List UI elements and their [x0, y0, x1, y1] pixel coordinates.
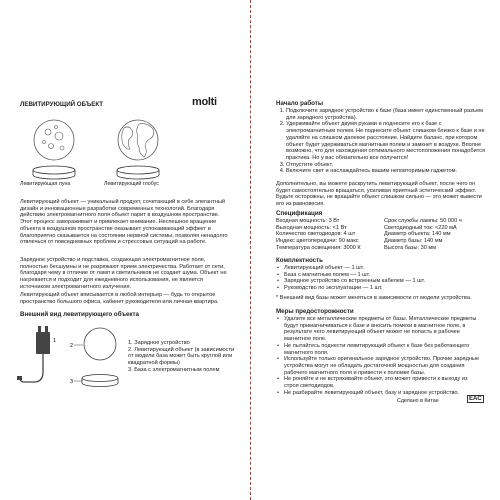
product-title: ЛЕВИТИРУЮЩИЙ ОБЪЕКТ — [20, 101, 104, 108]
spec-item: Температура освещения: 3000 К — [276, 244, 361, 251]
spec-item: Срок службы лампы: 50 000 ч — [384, 218, 462, 224]
spec-item: Количество светодиодов: 4 шт — [276, 231, 356, 238]
appearance-diagram — [14, 320, 140, 400]
spec-table — [276, 218, 491, 252]
safety-item: • Не пытайтесь поднести левитирующий объект к базе без работающего магнитного поля. — [276, 343, 482, 356]
legend-number: 2. — [128, 346, 133, 353]
made-in-label: Сделано в Китае — [397, 398, 439, 404]
legend-item — [128, 367, 240, 374]
legend-number: 3. — [128, 366, 133, 373]
legend-item — [128, 340, 240, 347]
spec-title: Спецификация — [276, 210, 323, 217]
spec-item: Входная мощность: 3 Вт — [276, 218, 340, 224]
legend-text: Левитирующий объект (в зависимости от модели база может быть круглой или квадратной формы) — [128, 346, 235, 367]
spec-item: Высота базы: 30 мм — [384, 244, 437, 251]
spec-item: Диаметр базы: 140 мм — [384, 238, 443, 245]
start-step: 1. Подключите зарядное устройство к базе (база имеет единственный разъем для зарядного устройства). — [286, 108, 492, 121]
moon-caption: Левитирующая луна — [20, 181, 71, 187]
spec-item: Диаметр объекта: 140 мм — [384, 231, 451, 238]
safety-item: • Удалите все металлические предметы от базы. Металлические предметы будут примагничиваться к базе и вносить помехи в магнитное поле, в результате чего левитирующий объект может не попасть в рабочее магнитное поле. — [276, 316, 482, 343]
start-title: Начало работы — [276, 100, 324, 107]
safety-item: • Не разбирайте левитирующий объект, базу и зарядное устройство. — [276, 390, 482, 397]
start-step: 4. Включите свет и наслаждайтесь вашим неповторимым гаджетом. — [286, 168, 492, 175]
moon-illustration — [18, 112, 90, 184]
spec-item: Светодиодный ток: <220 мА — [384, 224, 457, 231]
svg-text:2: 2 — [70, 343, 74, 349]
start-steps — [276, 108, 492, 175]
kit-list — [276, 265, 482, 292]
kit-item: • Зарядное устройство со встроенным кабелем — 1 шт. — [276, 278, 482, 285]
kit-item: • Руководство по эксплуатации — 1 шт. — [276, 285, 482, 292]
kit-note: * Внешний вид базы может меняться в зависимости от модели устройства. — [276, 295, 472, 301]
legend-item — [128, 347, 240, 367]
legend-text: База с электромагнитным полем — [134, 366, 220, 373]
spec-item: Индекс цветопередачи: 90 макс — [276, 238, 359, 245]
interior-paragraph: Левитирующий объект вписывается в любой интерьер — будь то открытое пространство большого офиса, кабинет руководителя или личная квартира. — [20, 292, 219, 305]
appearance-legend — [128, 340, 240, 374]
kit-title: Комплектность — [276, 257, 323, 264]
spec-column-right — [384, 218, 489, 252]
start-step: 3. Отпустите объект. — [286, 162, 492, 169]
safety-list — [276, 316, 482, 396]
brand-logo: molti — [192, 96, 217, 108]
features-paragraph: Зарядное устройство и подставка, создающая электромагнитное поле, полностью бесшумны и не разряжают прием электричества. Работает от сети, благодаря чему в отличие от ламп и светильников не создает шума. Объект не нагревается и подходит для ежедневного использования, не является источником электромагнитного излучения. — [20, 257, 227, 290]
svg-text:1: 1 — [53, 338, 57, 344]
appearance-title: Внешний вид левитирующего объекта — [20, 311, 139, 318]
spec-item: Выходная мощность: <1 Вт — [276, 224, 347, 231]
start-step: 2. Удерживайте объект двумя руками и поднесите его к базе с электромагнитным полем. Не поднесите объект слишком близко к базе и не удаляйте на слишком далекое расстояние. Найдите баланс, при котором объект будет удерживаться магнитным полем и замкнет в воздухе. Вполне возможно, что для нахождения оптимального местоположения понадобится практика. Но у вас обязательно все получится! — [286, 121, 492, 161]
legend-number: 1. — [128, 340, 133, 346]
spec-column-left — [276, 218, 384, 252]
eac-mark: EAC — [469, 396, 482, 402]
intro-paragraph: Левитирующий объект — уникальный продукт, сочетающий в себе элегантный дизайн и инновационные разработки современных технологий. Благодаря действию электромагнитного поля объект парит в воздушном пространстве. Этот процесс завораживает и привлекает внимание. Неспешное вращение объекта в воздушном пространстве оказывает успокаивающий эффект и благоприятно сказывается на состоянии нервной системы, позволяя ненадолго отвлечься от повседневных проблем и стрессовых ситуаций на работе. — [20, 199, 228, 246]
safety-item: • Не роняйте и не встряхивайте объект, это может привести к выходу из строя светодиодов. — [276, 376, 482, 389]
kit-item: • База с магнитным полем — 1 шт. — [276, 272, 482, 279]
globe-illustration — [102, 112, 174, 184]
safety-item: • Используйте только оригинальное зарядное устройство. Прочие зарядные устройства могут не обладать достаточной мощностью для создания рабочего магнитного поля и привести к поломке базы. — [276, 356, 482, 376]
safety-title: Меры предосторожности — [276, 308, 354, 315]
svg-text:3: 3 — [70, 379, 74, 385]
extra-paragraph: Дополнительно, вы можете раскрутить левитирующий объект, после чего он будет самостоятельно вращаться, усиливая приятный эстетический эффект. Будьте осторожны, не вращайте объект слишком сильно — это может вывести его из равновесия. — [276, 181, 482, 208]
right-page — [250, 0, 500, 500]
legend-text: Зарядное устройство — [134, 340, 190, 346]
globe-caption: Левитирующий глобус — [104, 181, 159, 187]
kit-item: • Левитирующий объект — 1 шт. — [276, 265, 482, 272]
